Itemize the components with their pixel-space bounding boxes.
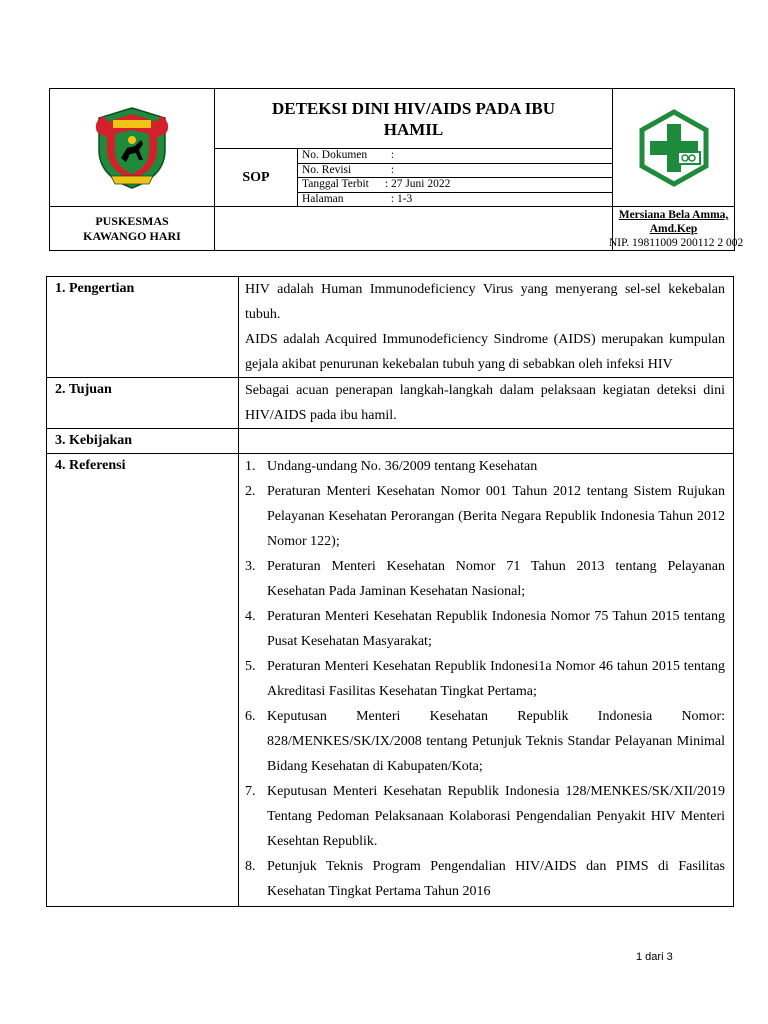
meta-label: No. Dokumen (302, 149, 368, 161)
list-item (245, 454, 725, 479)
document-meta (298, 149, 613, 207)
section-referensi (47, 454, 733, 906)
list-item (245, 554, 725, 604)
meta-row-no-dokumen (298, 149, 612, 164)
puskesmas-logo-cell (613, 89, 734, 207)
meta-value: : 27 Juni 2022 (384, 178, 451, 190)
list-number: 4. (245, 609, 256, 624)
puskesmas-logo-icon (634, 108, 714, 188)
section-body (239, 454, 733, 906)
list-item (245, 779, 725, 854)
list-number: 8. (245, 859, 256, 874)
signer-nip: NIP. 19811009 200112 2 002 (609, 237, 744, 249)
list-text: Peraturan Menteri Kesehatan Republik Indonesi1a Nomor 46 tahun 2015 tentang Akreditasi Fasilitas Kesehatan Tingkat Pertama; (267, 659, 725, 699)
regency-logo-cell (50, 89, 215, 207)
meta-value: : (390, 163, 395, 176)
paragraph: AIDS adalah Acquired Immunodeficiency Sindrome (AIDS) merupakan kumpulan gejala akibat penurunan kekebalan tubuh yang di sebabkan oleh infeksi HIV (245, 332, 725, 372)
reference-list (245, 454, 725, 904)
section-tujuan (47, 378, 733, 429)
meta-row-tanggal-terbit (298, 178, 612, 193)
org-line-2: KAWANGO HARI (83, 228, 181, 243)
list-text: Undang-undang No. 36/2009 tentang Kesehatan (267, 459, 538, 474)
meta-label: No. Revisi (302, 163, 352, 176)
list-number: 7. (245, 784, 256, 799)
sop-header (49, 88, 744, 251)
regency-crest-icon (91, 104, 173, 192)
section-label: 3. Kebijakan (47, 429, 239, 453)
section-body (239, 429, 733, 453)
list-text: Petunjuk Teknis Program Pengendalian HIV/AIDS dan PIMS di Fasilitas Kesehatan Tingkat Pertama Tahun 2016 (267, 859, 725, 899)
list-number: 6. (245, 709, 256, 724)
section-label: 1. Pengertian (47, 277, 239, 377)
section-pengertian (47, 277, 733, 378)
list-item (245, 604, 725, 654)
org-line-1: PUSKESMAS (95, 213, 169, 228)
section-kebijakan (47, 429, 733, 454)
section-body (239, 378, 733, 428)
meta-label: Tanggal Terbit (302, 178, 369, 190)
list-text: Keputusan Menteri Kesehatan Republik Indonesia 128/MENKES/SK/XII/2019 Tentang Pedoman Pelaksanaan Kolaborasi Pengendalian Penyakit HIV Menteri Kesehtan Republik. (267, 784, 725, 849)
meta-row-halaman (298, 193, 612, 208)
list-text: Keputusan Menteri Kesehatan Republik Indonesia Nomor: 828/MENKES/SK/IX/2008 tentang Petunjuk Teknis Standar Pelayanan Minimal Bidang Kesehatan di Kabupaten/Kota; (267, 709, 725, 774)
list-item (245, 854, 725, 904)
section-label: 4. Referensi (47, 454, 239, 906)
section-body (239, 277, 733, 377)
sop-content-table (46, 276, 734, 907)
list-number: 3. (245, 559, 256, 574)
signer-name-line-1: Mersiana Bela Amma, (618, 209, 729, 221)
document-title: DETEKSI DINI HIV/AIDS PADA IBU HAMIL (215, 89, 613, 149)
page-number: 1 dari 3 (636, 951, 673, 963)
list-text: Peraturan Menteri Kesehatan Republik Indonesia Nomor 75 Tahun 2015 tentang Pusat Kesehatan Masyarakat; (267, 609, 725, 649)
paragraph: HIV adalah Human Immunodeficiency Virus yang menyerang sel-sel kekebalan tubuh. (245, 282, 725, 322)
meta-value: : 1-3 (390, 192, 413, 205)
list-text: Peraturan Menteri Kesehatan Nomor 001 Tahun 2012 tentang Sistem Rujukan Pelayanan Kesehatan Perorangan (Berita Negara Republik Indonesia Tahun 2012 Nomor 122); (267, 484, 725, 549)
list-item (245, 704, 725, 779)
list-number: 2. (245, 484, 256, 499)
sop-label: SOP (215, 149, 298, 207)
organization-name (50, 207, 215, 250)
list-number: 1. (245, 459, 256, 474)
section-label: 2. Tujuan (47, 378, 239, 428)
signer-block (609, 207, 744, 250)
list-number: 5. (245, 659, 256, 674)
list-text: Peraturan Menteri Kesehatan Nomor 71 Tahun 2013 tentang Pelayanan Kesehatan Pada Jaminan Kesehatan Nasional; (267, 559, 725, 599)
list-item (245, 654, 725, 704)
signer-name-line-2: Amd.Kep (649, 223, 698, 235)
meta-value: : (390, 149, 395, 161)
meta-label: Halaman (302, 192, 344, 205)
list-item (245, 479, 725, 554)
signature-blank-cell (215, 207, 613, 250)
paragraph: Sebagai acuan penerapan langkah-langkah dalam pelaksaan kegiatan deteksi dini HIV/AIDS pada ibu hamil. (245, 383, 725, 423)
meta-row-no-revisi (298, 164, 612, 179)
